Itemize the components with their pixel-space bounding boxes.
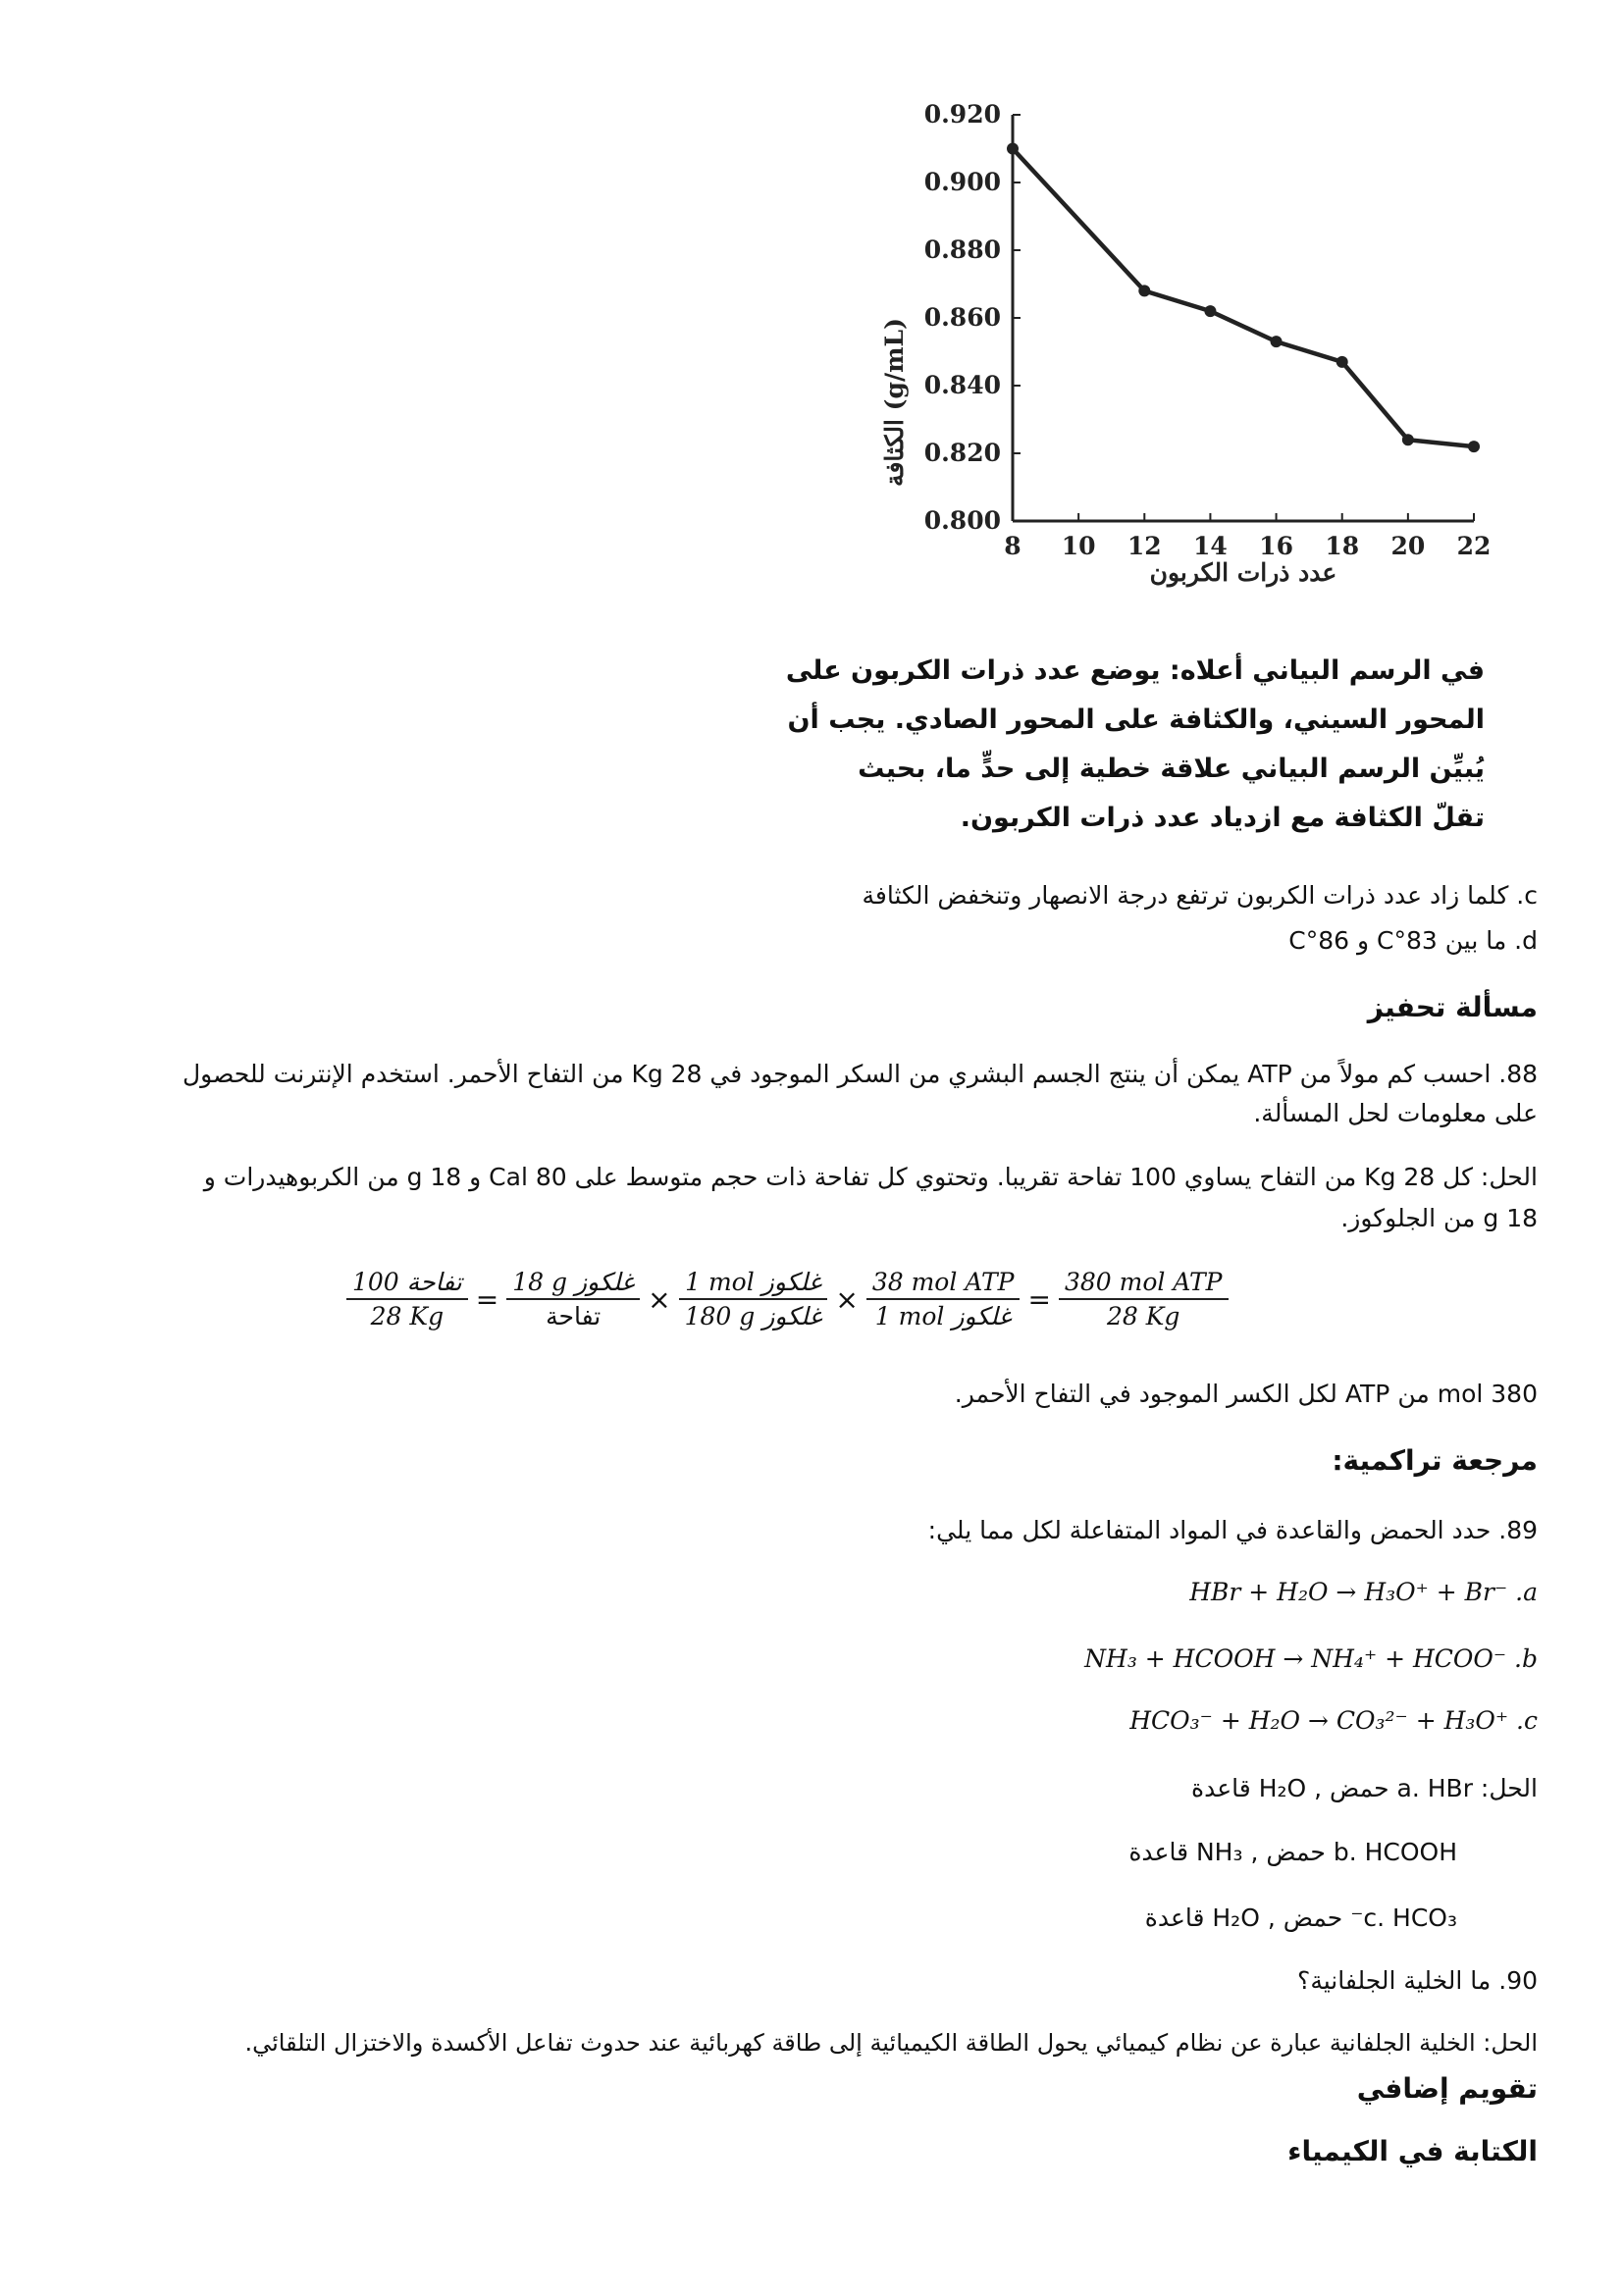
solution-89-b: b. HCOOH حمض , NH₃ قاعدة: [1128, 1838, 1457, 1866]
data-point: [1336, 356, 1348, 368]
y-axis-label: الكثافة (g/mL): [880, 318, 909, 487]
fraction: $\frac{\text{380 mol ATP}}{28 Kg}$: [1059, 1266, 1229, 1332]
solution-88-cont: 18 g من الجلوكوز.: [1340, 1204, 1538, 1232]
question-88-cont: على معلومات لحل المسألة.: [1253, 1099, 1538, 1127]
solution-90: الحل: الخلية الجلفانية عبارة عن نظام كيميائي يحول الطاقة الكيميائية إلى طاقة كهربائية عند حدوث تفاعل الأكسدة والاختزال التلقائي.: [244, 2029, 1538, 2057]
x-tick-label: 18: [1325, 532, 1360, 560]
x-tick-label: 22: [1456, 532, 1492, 560]
heading-extra-assessment: تقويم إضافي: [1356, 2072, 1538, 2105]
data-point: [1007, 143, 1019, 155]
x-tick-label: 10: [1061, 532, 1096, 560]
reaction-b: NH₃ + HCOOH → NH₄⁺ + HCOO⁻ .b: [1084, 1644, 1538, 1673]
result-88: 380 mol من ATP لكل الكسر الموجود في التفاح الأحمر.: [954, 1380, 1538, 1408]
reaction-a: HBr + H₂O → H₃O⁺ + Br⁻ .a: [1189, 1578, 1538, 1606]
answer-d: d. ما بين 83°C و 86°C: [1288, 926, 1538, 955]
caption-line: المحور السيني، والكثافة على المحور الصادي. يجب أن: [787, 704, 1485, 735]
caption-line: يُبيِّن الرسم البياني علاقة خطية إلى حدٍّ ما، بحيث: [858, 754, 1485, 784]
question-90: 90. ما الخلية الجلفانية؟: [1297, 1966, 1538, 1995]
x-tick-label: 14: [1193, 532, 1228, 560]
solution-89-c: c. HCO₃⁻ حمض , H₂O قاعدة: [1144, 1904, 1457, 1932]
density-series-line: [1013, 149, 1474, 447]
question-88: 88. احسب كم مولاً من ATP يمكن أن ينتج الجسم البشري من السكر الموجود في 28 Kg من التفاح الأحمر. استخدم الإنترنت للحصول: [183, 1060, 1538, 1088]
fraction: $\frac{\text{38 mol ATP}}{\text{1 mol غلكوز}}$: [866, 1266, 1021, 1332]
heading-challenge: مسألة تحفيز: [1367, 991, 1538, 1023]
x-tick-label: 8: [1004, 532, 1022, 560]
y-tick-label: 0.800: [923, 506, 1001, 535]
question-89: 89. حدد الحمض والقاعدة في المواد المتفاعلة لكل مما يلي:: [927, 1516, 1538, 1544]
y-tick-label: 0.900: [923, 168, 1001, 196]
x-tick-label: 20: [1390, 532, 1426, 560]
caption-line: تقلّ الكثافة مع ازدياد عدد ذرات الكربون.: [960, 803, 1485, 833]
fraction: $\frac{\text{100 تفاحة}}{28 Kg}$: [346, 1266, 468, 1332]
data-point: [1468, 441, 1480, 452]
y-tick-label: 0.860: [923, 303, 1001, 332]
x-tick-label: 16: [1259, 532, 1293, 560]
data-point: [1204, 305, 1216, 317]
density-line-chart: [864, 78, 1511, 608]
caption-line: في الرسم البياني أعلاه: يوضع عدد ذرات الكربون على: [785, 655, 1485, 686]
atp-equation: $\frac{\text{100 تفاحة}}{28 Kg}$ = $\frac{\text{18 g غلكوز}}{\text{تفاحة}}$ × $\frac{\text{1 mol غلكوز}}{\text{180 g غلكوز}}$ × $\frac{\text{38 mol ATP}}{\text{1 mol غلكوز}}$ = $\frac{\text{380 mol ATP}}{28 Kg}$: [342, 1266, 1232, 1332]
fraction: $\frac{\text{18 g غلكوز}}{\text{تفاحة}}$: [506, 1266, 640, 1332]
fraction: $\frac{\text{1 mol غلكوز}}{\text{180 g غلكوز}}$: [679, 1266, 828, 1332]
y-tick-label: 0.820: [923, 439, 1001, 467]
y-tick-label: 0.840: [923, 371, 1001, 399]
data-point: [1138, 285, 1150, 296]
solution-88: الحل: كل 28 Kg من التفاح يساوي 100 تفاحة تقريبا. وتحتوي كل تفاحة ذات حجم متوسط على 80 Cal و 18 g من الكربوهيدرات و: [203, 1163, 1538, 1191]
heading-writing-chemistry: الكتابة في الكيمياء: [1287, 2135, 1538, 2167]
y-tick-label: 0.920: [923, 100, 1001, 129]
y-tick-label: 0.880: [923, 235, 1001, 264]
x-axis-label: عدد ذرات الكربون: [1149, 558, 1337, 587]
answer-c: c. كلما زاد عدد ذرات الكربون ترتفع درجة الانصهار وتنخفض الكثافة: [862, 881, 1538, 910]
solution-89-a: الحل: a. HBr حمض , H₂O قاعدة: [1191, 1774, 1538, 1802]
data-point: [1402, 434, 1414, 445]
x-tick-label: 12: [1126, 532, 1162, 560]
heading-review: مرجعة تراكمية:: [1332, 1444, 1538, 1477]
reaction-c: HCO₃⁻ + H₂O → CO₃²⁻ + H₃O⁺ .c: [1129, 1706, 1538, 1735]
data-point: [1271, 336, 1283, 347]
